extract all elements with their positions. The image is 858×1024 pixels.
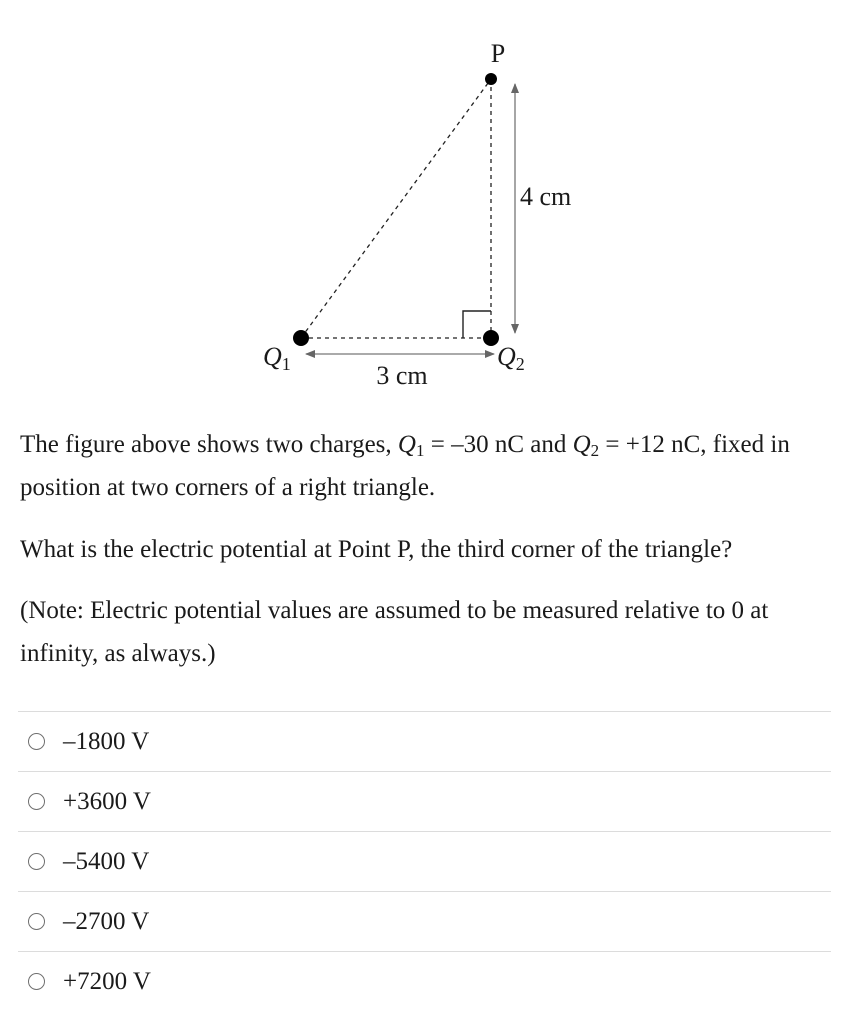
triangle-figure [0,0,858,410]
width-label: 3 cm [376,361,428,390]
answer-choices [18,711,831,1011]
answer-choice[interactable] [18,711,831,771]
hypotenuse-dashed-line [301,79,491,338]
answer-choice[interactable] [18,891,831,951]
height-label: 4 cm [520,182,572,211]
radio-button-icon[interactable] [28,733,45,750]
answer-label: –1800 V [63,727,150,755]
q2-label: Q2 [497,342,525,374]
answer-label: –5400 V [63,847,150,875]
point-p-label: P [490,39,506,68]
answer-choice[interactable] [18,831,831,891]
answer-label: +3600 V [63,787,151,815]
radio-button-icon[interactable] [28,973,45,990]
answer-choice[interactable] [18,771,831,831]
radio-button-icon[interactable] [28,913,45,930]
answer-label: –2700 V [63,907,150,935]
point-p-dot [485,73,497,85]
charge-q1-dot [293,330,309,346]
radio-button-icon[interactable] [28,853,45,870]
q1-label: Q1 [263,342,291,374]
answer-label: +7200 V [63,967,151,995]
question-note: (Note: Electric potential values are assumed to be measured relative to 0 at infinity, as always.) [20,597,769,667]
question-prompt: What is the electric potential at Point P, the third corner of the triangle? [20,536,733,563]
question-intro: The figure above shows two charges, $Q_1 = -30$ nC and $Q_2 = +12$ nC, fixed in position at two corners of a right triangle. [20,431,790,501]
radio-button-icon[interactable] [28,793,45,810]
answer-choice[interactable] [18,951,831,1011]
